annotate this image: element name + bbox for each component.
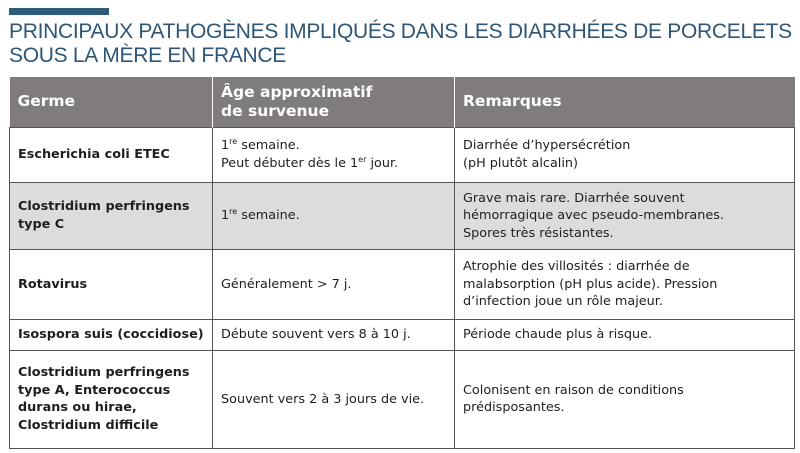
remarks-cell [455, 319, 795, 350]
title-line-1: PRINCIPAUX PATHOGÈNES IMPLIQUÉS DANS LES DIARRHÉES DE PORCELETS [9, 20, 792, 43]
germ-cell [10, 127, 213, 182]
germ-cell [10, 350, 213, 448]
remark-line: (pH plutôt alcalin) [463, 155, 579, 171]
age-cell [213, 182, 455, 249]
title-line-2: SOUS LA MÈRE EN FRANCE [9, 44, 286, 67]
remarks-cell [455, 250, 795, 320]
remarks-cell [455, 127, 795, 182]
germ-name: type A, Enterococcus [18, 382, 171, 398]
table-row [10, 250, 795, 320]
header-age [213, 77, 455, 127]
remarks-cell [455, 182, 795, 249]
remark-line: Diarrhée d’hypersécrétion [463, 138, 631, 154]
pathogens-table [9, 77, 795, 449]
table-row [10, 182, 795, 249]
remark-line: d’infection joue un rôle majeur. [463, 294, 663, 310]
age-cell: Débute souvent vers 8 à 10 j. [213, 319, 455, 350]
remark-line: Atrophie des villosités : diarrhée de [463, 259, 690, 275]
age-line-1: 1re semaine. [221, 207, 300, 224]
remark-line: hémorragique avec pseudo-membranes. [463, 208, 724, 224]
germ-name: Clostridium difficile [18, 417, 159, 433]
remark-line: Colonisent en raison de conditions [463, 382, 684, 398]
header-germe: Germe [10, 77, 213, 127]
germ-name: Isospora suis (coccidiose) [18, 326, 204, 342]
germ-cell [10, 250, 213, 320]
remark-line: prédisposantes. [463, 400, 565, 416]
germ-name: Clostridium perfringens [18, 365, 190, 381]
germ-name: Clostridium perfringens [18, 199, 190, 215]
germ-name: type C [18, 216, 65, 232]
title-accent-bar [9, 8, 109, 15]
remarks-cell [455, 350, 795, 448]
table-row [10, 319, 795, 350]
table-row [10, 350, 795, 448]
age-cell: Souvent vers 2 à 3 jours de vie. [213, 350, 455, 448]
age-cell: Généralement > 7 j. [213, 250, 455, 320]
germ-name: durans ou hirae, [18, 400, 137, 416]
age-cell [213, 127, 455, 182]
table-header-row [10, 77, 795, 127]
remark-line: Spores très résistantes. [463, 225, 614, 241]
germ-name: Rotavirus [18, 276, 88, 292]
age-line-2: Peut débuter dès le 1er jour. [221, 154, 399, 171]
remark-line: Période chaude plus à risque. [463, 326, 653, 342]
germ-cell [10, 182, 213, 249]
header-remarques: Remarques [455, 77, 795, 127]
age-line-1: 1re semaine. [221, 137, 300, 154]
table-row [10, 127, 795, 182]
germ-cell [10, 319, 213, 350]
header-age-line-2: de survenue [221, 101, 330, 120]
remark-line: malabsorption (pH plus acide). Pression [463, 276, 718, 292]
header-age-line-1: Âge approximatif [221, 82, 373, 101]
remark-line: Grave mais rare. Diarrhée souvent [463, 190, 685, 206]
page-title [9, 20, 799, 68]
germ-name: Escherichia coli ETEC [18, 146, 170, 162]
